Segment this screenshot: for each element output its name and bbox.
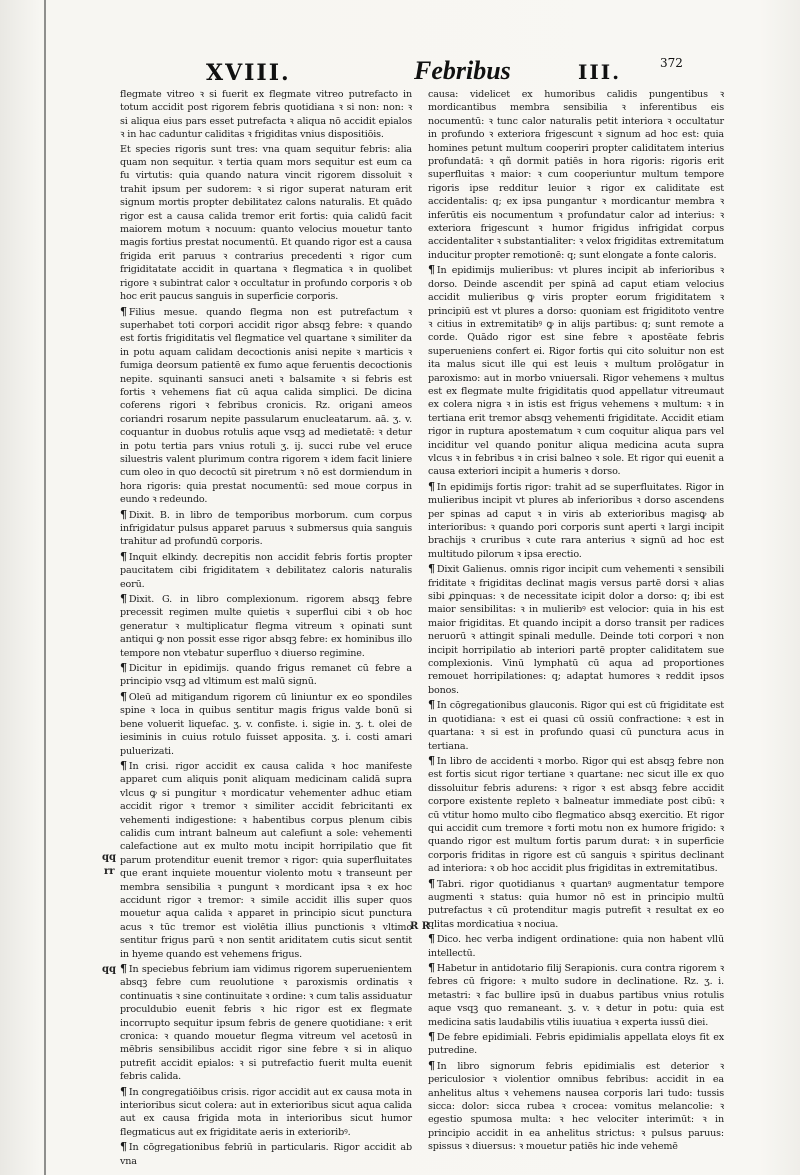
page-gutter-line [44,0,46,1175]
paragraph: flegmate vitreo ꝛ si fuerit ex flegmate vitreo putrefacto in totum accidit post rigorem febris quotidiana ꝛ si non: non: ꝛ si aliqua eius pars esset putrefacta ꝛ aliqua nō accidit epialos ꝛ in hac caduntur caliditas ꝛ frigiditas vnius dispositiōis. [120,89,412,141]
margin-note-qq: qq [102,852,116,863]
paragraph-mark-icon: ¶ [428,479,435,493]
paragraph: ¶ In epidimijs fortis rigor: trahit ad se superfluitates. Rigor in mulieribus incipit vt plures ab inferioribus ꝛ dorso ascendens per spinas ad caput ꝛ in viris ab exterioribus magisꝙ ab interioribus: ꝛ quando pori corporis sunt aperti ꝛ largi incipit brachijs ꝛ cruribus ꝛ cute rara anterius ꝛ signū ad hoc est multitudo pilorum ꝛ ipsa erectio. [428,479,724,560]
paragraph-mark-icon: ¶ [428,753,435,767]
header-chapter-number: XVIII. [206,60,291,86]
paragraph-mark-icon: ¶ [120,689,127,703]
paragraph: ¶ Dico. hec verba indigent ordinatione: quia non habent vllū intellectū. [428,932,724,959]
paragraph-mark-icon: ¶ [120,549,127,563]
folio-number: 372 [660,56,683,70]
paragraph-mark-icon: ¶ [428,1058,435,1072]
paragraph-mark-icon: ¶ [428,698,435,712]
paragraph-mark-icon: ¶ [428,932,435,946]
paragraph: ¶ Oleū ad mitigandum rigorem cū liniuntur ex eo spondiles spine ꝛ loca in quibus sentitur magis frigus valde bonū si bene voluerit liquefac. ʒ. v. confiste. i. sigie in. ʒ. t. olei de iesiminis in cuius rotulo fuisset apposita. ʒ. i. costi amari puluerizati. [120,689,412,757]
paragraph-mark-icon: ¶ [120,758,127,772]
paragraph-mark-icon: ¶ [120,962,127,975]
paragraph: ¶ In cōgregationibus febriū in particularis. Rigor accidit ab vna [120,1140,412,1167]
paragraph: Et species rigoris sunt tres: vna quam sequitur febris: alia quam non sequitur. ꝛ tertia quam mors sequitur est eum ca fu virtutis: quia quando natura vincit rigorem dissoluit ꝛ trahit ipsum per sudorem: ꝛ si rigor superat naturam erit signum mortis propter debilitatez calons naturalis. Et quādo rigor est a causa calida tremor erit fortis: quia calidū facit maiorem motum ꝛ nocuum: quanto velocius mouetur tanto magis fortius prestat nocumentū. Et quando rigor est a causa frigida erit paruus ꝛ contrarius precedenti ꝛ rigor cum frigiditatate accidit in quartana ꝛ flegmatica ꝛ in quolibet rigore ꝛ subintrat calor ꝛ occultatur in profundo corporis ꝛ ob hoc erit paucus sanguis in superficie corporis. [120,143,412,303]
paragraph: ¶ Habetur in antidotario filij Serapionis. cura contra rigorem ꝛ febres cū frigore: ꝛ multo sudore in declinatione. Rz. ʒ. i. metastri: ꝛ fac bullire ipsū in duabus partibus vnius rotulis aque vsqꝫ quo remaneant. ʒ. v. ꝛ detur in potu: quia est medicina satis laudabilis vtilis iuuatiua ꝛ experta iussū diei. [428,961,724,1028]
paragraph-mark-icon: ¶ [120,1084,127,1098]
paragraph: ¶ Filius mesue. quando flegma non est putrefactum ꝛ superhabet toti corpori accidit rigor absqꝫ febre: ꝛ quando est fortis frigiditatis vel flegmatice vel quartane ꝛ similiter da in potu aquam calidam decoctionis anisi nepite ꝛ marticis ꝛ fumiga deorsum patientē ex fumo aque feruentis decoctionis nepite. squinanti sansuci aneti ꝛ balsamite ꝛ si febris est fortis ꝛ vehemens fiat cū aqua calida simplici. De dicina coferens rigori ꝛ febribus cronicis. Rz. origani ameos coriandri rosarum nepite passularum enucleatarum. aā. ʒ. v. coquantur in duobus rotulis aque vsqꝫ ad medietatē: ꝛ detur in potu tertia pars vnius rotuli ʒ. ij. succi rube vel eruce siluestris valent plurimum contra rigorem ꝛ idem facit liniere cum oleo in quo decoctū sit piretrum ꝛ nō est dormiendum in hora rigoris: quia prestat nocumentū: sed moue corpus in eundo ꝛ redeundo. [120,304,412,506]
paragraph-mark-icon: ¶ [120,661,127,675]
paragraph: ¶ In cōgregationibus glauconis. Rigor qui est cū frigiditate est in quotidiana: ꝛ est ei quasi cū ossiū confractione: ꝛ est in quartana: ꝛ si est in profundo quasi cū punctura acus in tertiana. [428,698,724,752]
paragraph-mark-icon: ¶ [428,876,435,890]
paragraph: ¶ Tabri. rigor quotidianus ꝛ quartanꝰ augmentatur tempore augmenti ꝛ status: quia humor nō est in principio multū putrefactus ꝛ cū protenditur magis putrefit ꝛ resultat ex eo qlitas mordicatiua ꝛ nociua. [428,876,724,930]
paragraph: ¶ De febre epidimiali. Febris epidimialis appellata eloys fit ex putredine. [428,1030,724,1057]
paragraph-mark-icon: ¶ [120,592,127,606]
margin-note-rr: rr [104,866,115,877]
paragraph-mark-icon: ¶ [428,961,435,974]
margin-note-qq-2: qq [102,964,116,975]
paragraph: ¶ In epidimijs mulieribus: vt plures incipit ab inferioribus ꝛ dorso. Deinde ascendit per spinā ad caput etiam velocius accidit mulieribus ꝙ viris propter eorum frigiditatem ꝛ principiū est vt plures a dorso: quoniam est frigiditoto ventre ꝛ citius in extremitatibꝰ ꝙ in alijs partibus: q; sunt remote a corde. Quādo rigor est sine febre ꝛ apostēate febris superueniens confert ei. Rigor fortis qui cito soluitur non est ita malus sicut ille qui est leuis ꝛ multum prolōgatur in paroxismo: aut in morbo vniuersali. Rigor vehemens ꝛ multus est ex flegmate multe frigiditatis quod appellatur vitreumaut ex colera nigra ꝛ in istis est frigus vehemens ꝛ multum: ꝛ in tertiana erit tremor absqꝫ vehementi frigiditate. Accidit etiam rigor in ruptura apostematum ꝛ cum coquitur aliqua pars vel inciditur vel quando ponitur aliqua medicina acuta supra vlcus ꝛ in febribus ꝛ in crisi balneo ꝛ sole. Et rigor qui euenit a causa exteriori incipit a humeris ꝛ dorso. [428,263,724,478]
paragraph: ¶ In crisi. rigor accidit ex causa calida ꝛ hoc manifeste apparet cum aliquis ponit aliquam medicinam calidā supra vlcus ꝙ si pungitur ꝛ mordicatur vehementer adhuc etiam accidit rigor ꝛ tremor ꝛ similiter accidit febricitanti ex vehementi indigestione: ꝛ habentibus corpus plenum cibis calidis cum intrant balneum aut calefiunt a sole: vehementi calefactione aut ex multo motu incipit horripilatio que fit parum protenditur euenit tremor ꝛ rigor: quia superfluitates que erant inquiete mouentur violento motu ꝛ transeunt per membra sensibilia ꝛ pungunt ꝛ mordicant ipsa ꝛ ex hoc accidunt rigor ꝛ tremor: ꝛ simile accidit illis super quos mouetur aqua calida ꝛ apparet in principio sicut punctura acus ꝛ tūc tremor est violētia illius punctionis ꝛ vltimo sentitur frigus parū ꝛ non sentit ariditatem cutis sicut sentit in hyeme quando est vehemens frigus. [120,758,412,960]
paragraph: ¶ Inquit elkindy. decrepitis non accidit febris fortis propter paucitatem cibi frigiditatem ꝛ debilitatez caloris naturalis eorū. [120,549,412,590]
margin-note-rr-right: R R [410,921,431,932]
paragraph-mark-icon: ¶ [120,507,127,521]
paragraph: ¶ Dixit. G. in libro complexionum. rigorem absqꝫ febre precessit regimen multe quietis ꝛ superflui cibi ꝛ ob hoc generatur ꝛ multiplicatur flegma vitreum ꝛ opinati sunt antiqui ꝙ non possit esse rigor absqꝫ febre: ex hominibus illo tempore non vtebatur superfluo ꝛ diuerso regimine. [120,592,412,659]
paragraph: ¶ In libro signorum febris epidimialis est deterior ꝛ periculosior ꝛ violentior omnibus febribus: accidit in ea anhelitus altus ꝛ vehemens nausea corporis lari tudo: tussis sicca: dolor: sicca rubea ꝛ crocea: vomitus melancolie: ꝛ egestio spumosa multa: ꝛ hec velociter interimūt: ꝛ in principio accidit in ea anhelitus strictus: ꝛ pulsus paruus: spissus ꝛ diuersus: ꝛ mouetur patiēs hic inde vehemē [428,1058,724,1153]
paragraph-mark-icon: ¶ [120,1140,127,1154]
paragraph: ¶ In congregatiōibus crisis. rigor accidit aut ex causa mota in interioribus sicut colera: aut in exterioribus sicut aqua calida aut ex causa frigida mota in interioribus sicut humor flegmaticus aut ex frigiditate aeris in exterioribꝰ. [120,1084,412,1138]
header-book-number: III. [578,60,622,84]
left-text-column [120,88,412,1167]
paragraph-mark-icon: ¶ [428,263,435,277]
paragraph: ¶ Dicitur in epidimijs. quando frigus remanet cū febre a principio vsqꝫ ad vltimum est malū signū. [120,661,412,688]
right-text-column [428,88,724,1153]
paragraph: ¶ Dixit Galienus. omnis rigor incipit cum vehementi ꝛ sensibili friditate ꝛ frigiditas declinat magis versus partē dorsi ꝛ alias sibi ꝓpinquas: ꝛ de necessitate icipit dolor a dorso: q; ibi est maior sensibilitas: ꝛ in mulieribꝰ est velocior: quia in his est maior frigiditas. Et quando incipit a dorso transit per radices neruorū ꝛ attingit spinali medulle. Deinde toti corpori ꝛ non incipit horripilatio ab interiori partē propter caliditatem sue complexionis. Vinū lymphatū cū aqua ad proportiones remouet horripilationes: q; adaptat humores ꝛ reddit ipsos bonos. [428,562,724,696]
paragraph: ¶ In libro de accidenti ꝛ morbo. Rigor qui est absqꝫ febre non est fortis sicut rigor tertiane ꝛ quartane: nec sicut ille ex quo dissoluitur febris adurens: ꝛ rigor ꝛ est absqꝫ febre accidit corpore existente repleto ꝛ balneatur immediate post cibū: ꝛ cū vtitur homo multo cibo flegmatico absqꝫ exercitio. Et rigor qui accidit cum tremore ꝛ forti motu non ex humore frigido: ꝛ quando rigor est multum fortis parum durat: ꝛ in superficie corporis friditas in rigore est cū sanguis ꝛ spiritus declinant ad interiora: ꝛ ob hoc accidit plus frigiditas in extremitatibus. [428,753,724,875]
paragraph: ¶ In speciebus febrium iam vidimus rigorem superuenientem absqꝫ febre cum reuolutione ꝛ paroxismis ordinatis ꝛ continuatis ꝛ sine continuitate ꝛ ordine: ꝛ cum talis assiduatur proculdubio euenit febris ꝛ hic rigor est ex flegmate incorrupto sequitur ipsum febris de genere quotidiane: ꝛ erit cronica: ꝛ quando mouetur flegma vitreum vel acetosū in mēbris sensibilibus accidit rigor sine febre ꝛ si in aliquo putrefit accidit epialos: ꝛ si putrefactio fuerit multa euenit febris calida. [120,962,412,1083]
paragraph: causa: videlicet ex humoribus calidis pungentibus ꝛ mordicantibus membra sensibilia ꝛ inferentibus eis nocumentū: ꝛ tunc calor naturalis petit interiora ꝛ occultatur in profundo ꝛ exteriora frigescunt ꝛ signum ad hoc est: quia homines petunt multum cooperiri propter caliditatem interius profundatā: ꝛ qñ dormit patiēs in hora rigoris: rigoris erit superfluitas ꝛ maior: ꝛ cum cooperiuntur multum tempore rigoris ipse redditur leuior ꝛ rigor ex caliditate est accidentalis: q; ex ipsa pungantur ꝛ mordicantur membra ꝛ inferūtis eis nocumentum ꝛ profundatur calor ad interius: ꝛ exteriora frigescunt ꝛ humor frigidus infrigidat corpus accidentaliter ꝛ substantialiter: ꝛ velox frigiditas extremitatum inducitur propter remotionē: q; sunt elongate a fonte caloris. [428,89,724,261]
paragraph: ¶ Dixit. B. in libro de temporibus morborum. cum corpus infrigidatur pulsus apparet paruus ꝛ submersus quia sanguis trahitur ad profundū corporis. [120,507,412,548]
paragraph-mark-icon: ¶ [428,1030,435,1044]
paragraph-mark-icon: ¶ [120,304,127,318]
header-title: Febribus [414,56,511,85]
paragraph-mark-icon: ¶ [428,562,435,576]
